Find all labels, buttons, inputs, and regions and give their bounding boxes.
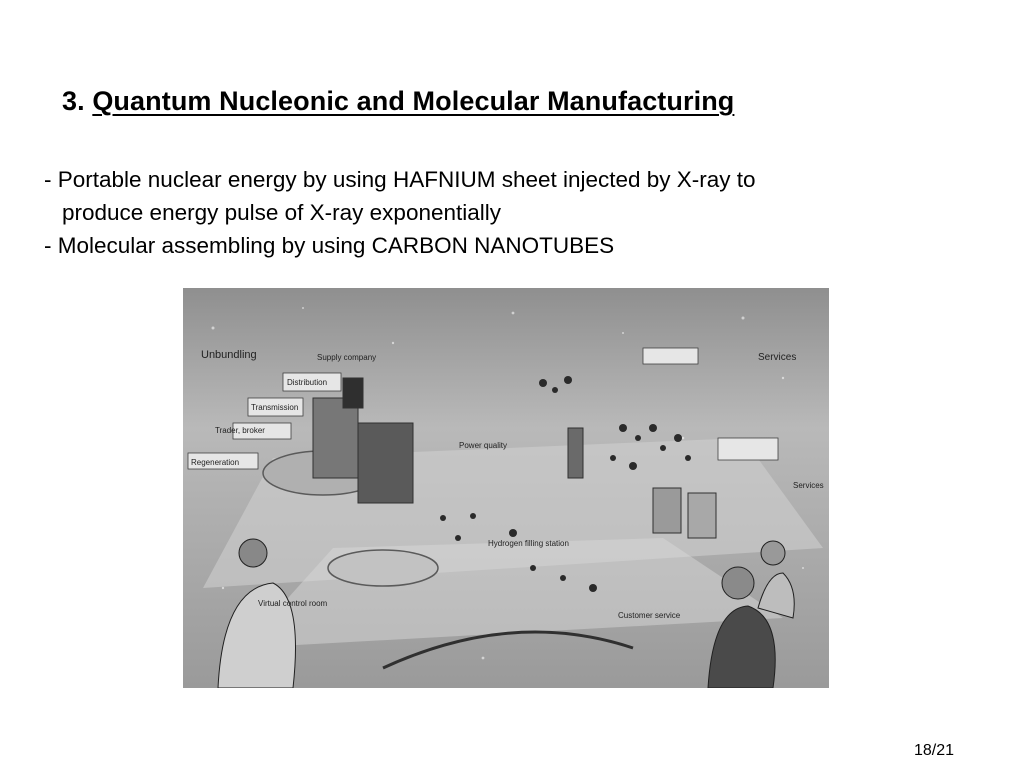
title-text: Quantum Nucleonic and Molecular Manufacturing xyxy=(92,86,735,116)
label-services-right: Services xyxy=(793,481,824,490)
label-supply-company: Supply company xyxy=(317,353,377,362)
label-services: Services xyxy=(758,352,797,363)
label-unbundling: Unbundling xyxy=(201,349,257,361)
label-regeneration: Regeneration xyxy=(191,458,240,467)
bullet-1-line-1: - Portable nuclear energy by using HAFNIUM sheet injected by X-ray to xyxy=(44,167,756,192)
bullet-list xyxy=(44,163,984,262)
slide-title xyxy=(62,86,734,117)
label-hydrogen-station: Hydrogen filling station xyxy=(488,539,569,548)
bullet-1-line-2: produce energy pulse of X-ray exponentially xyxy=(62,200,502,225)
title-number: 3. xyxy=(62,86,85,116)
label-customer-service: Customer service xyxy=(618,611,681,620)
label-virtual-control-room: Virtual control room xyxy=(258,599,328,608)
label-trader-broker: Trader, broker xyxy=(215,426,265,435)
page-number: 18/21 xyxy=(914,742,955,759)
bullet-2-line-1: - Molecular assembling by using CARBON NANOTUBES xyxy=(44,233,615,258)
label-distribution: Distribution xyxy=(287,378,328,387)
label-power-quality: Power quality xyxy=(459,441,508,450)
label-transmission: Transmission xyxy=(251,403,299,412)
factory-illustration xyxy=(183,288,829,688)
